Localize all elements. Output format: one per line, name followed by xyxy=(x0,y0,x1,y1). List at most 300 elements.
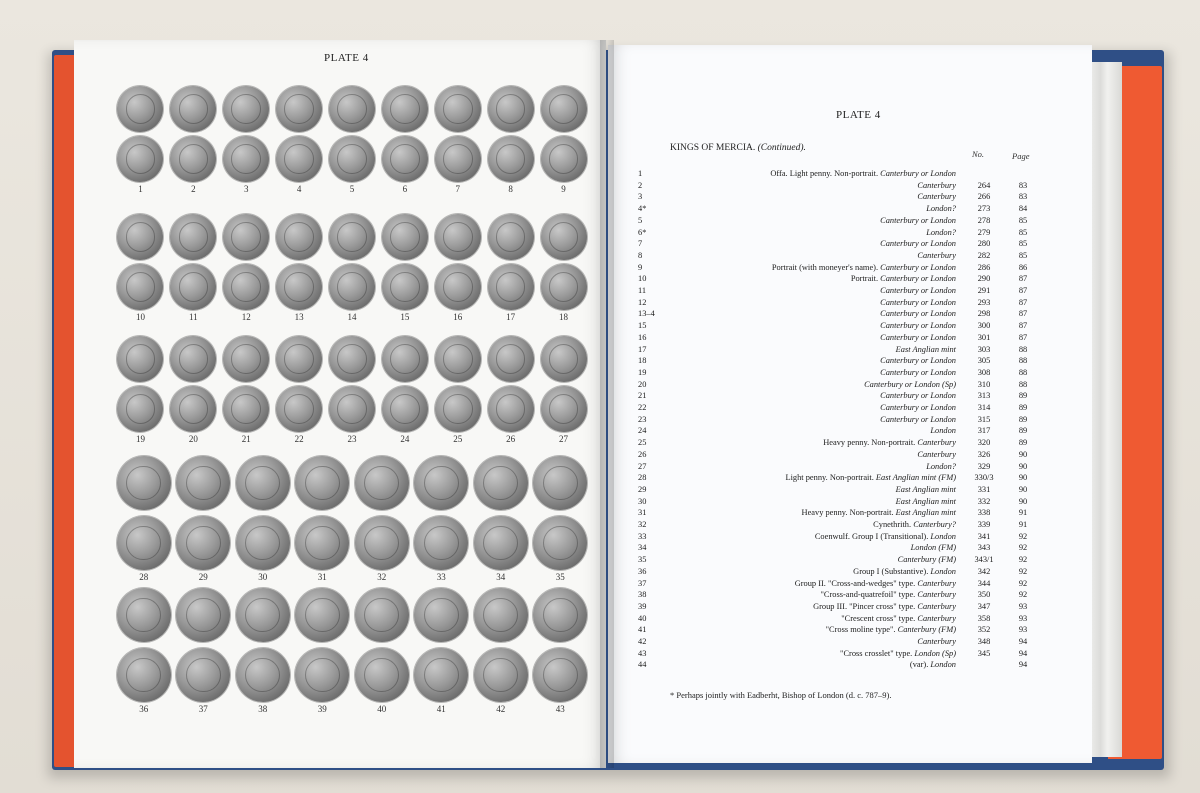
coin-obverse xyxy=(435,336,481,382)
coin-description xyxy=(813,602,956,611)
coin-number: 23 xyxy=(347,434,357,444)
coin-obverse xyxy=(474,588,528,642)
mint-text: Canterbury or London xyxy=(880,309,956,319)
coin-obverse xyxy=(295,588,349,642)
plate-number: 42 xyxy=(638,637,647,646)
coin-obverse xyxy=(295,456,349,510)
coin-description xyxy=(864,380,956,389)
coin-obverse xyxy=(329,86,375,132)
page-reference: 88 xyxy=(1018,356,1028,366)
page-reference: 94 xyxy=(1018,648,1028,658)
index-row xyxy=(608,333,1092,345)
coin-reverse xyxy=(541,386,587,432)
page-reference: 89 xyxy=(1018,403,1028,412)
catalogue-number: 348 xyxy=(977,637,991,646)
coin-description xyxy=(785,473,956,482)
plate-number: 16 xyxy=(638,332,647,342)
index-row xyxy=(608,286,1092,298)
mint-text: Canterbury or London xyxy=(880,356,956,366)
description-text: Group I (Substantive). xyxy=(853,566,929,576)
mint-text: Canterbury xyxy=(917,180,956,190)
page-reference: 94 xyxy=(1018,660,1028,670)
plate-number: 35 xyxy=(638,555,647,565)
catalogue-number: 330/3 xyxy=(974,473,994,483)
coin-number: 2 xyxy=(191,184,196,194)
mint-text: Canterbury xyxy=(917,590,956,600)
catalogue-number: 315 xyxy=(977,414,991,424)
coin-number: 21 xyxy=(241,434,251,444)
coin-number: 34 xyxy=(496,572,506,582)
section-heading xyxy=(670,143,806,153)
coin-reverse xyxy=(236,516,290,570)
coin-reverse xyxy=(295,648,349,702)
coin-description xyxy=(917,192,956,201)
mint-text: Canterbury or London xyxy=(880,297,956,307)
coin-description xyxy=(911,543,956,552)
plate-number: 15 xyxy=(638,321,647,331)
catalogue-number: 282 xyxy=(977,250,991,260)
description-text: "Crescent cross" type. xyxy=(841,613,916,623)
coin-description xyxy=(880,391,956,400)
coin-obverse xyxy=(276,214,322,260)
plate-number: 25 xyxy=(638,438,647,448)
mint-text: East Anglian mint xyxy=(895,496,956,506)
index-row xyxy=(608,497,1092,509)
coin-obverse xyxy=(236,588,290,642)
coin-reverse xyxy=(223,264,269,310)
coin-obverse xyxy=(382,214,428,260)
column-header-page: Page xyxy=(1012,151,1030,161)
coin-obverse xyxy=(329,336,375,382)
coin-description xyxy=(880,216,956,225)
coin-description xyxy=(880,333,956,342)
description-text: Heavy penny. Non-portrait. xyxy=(801,508,894,518)
catalogue-number: 326 xyxy=(977,449,991,459)
plate-number: 6* xyxy=(638,227,647,237)
mint-text: London xyxy=(930,660,956,670)
index-row xyxy=(608,321,1092,333)
coin-description xyxy=(917,251,956,260)
mint-text: Canterbury xyxy=(917,438,956,448)
index-row xyxy=(608,567,1092,579)
catalogue-number: 305 xyxy=(977,356,991,366)
plate-number: 37 xyxy=(638,578,647,588)
index-row xyxy=(608,625,1092,637)
page-reference: 90 xyxy=(1018,496,1028,506)
coin-reverse xyxy=(329,136,375,182)
mint-text: East Anglian mint xyxy=(895,344,956,354)
mint-text: London? xyxy=(926,204,956,214)
catalogue-number: 350 xyxy=(977,590,991,600)
index-row xyxy=(608,403,1092,415)
coin-obverse xyxy=(276,336,322,382)
index-row xyxy=(608,251,1092,263)
coin-number: 1 xyxy=(138,184,143,194)
plate-number: 26 xyxy=(638,449,647,459)
coin-reverse xyxy=(236,648,290,702)
page-reference: 90 xyxy=(1018,484,1028,494)
coin-reverse xyxy=(170,386,216,432)
catalogue-number: 317 xyxy=(977,426,991,436)
catalogue-number: 347 xyxy=(977,601,991,611)
plate-number: 40 xyxy=(638,613,647,623)
coin-obverse xyxy=(117,86,163,132)
plate-number: 1 xyxy=(638,169,643,178)
mint-text: London (Sp) xyxy=(914,648,956,658)
catalogue-number: 266 xyxy=(977,192,991,202)
coin-number: 25 xyxy=(453,434,463,444)
coin-reverse xyxy=(223,136,269,182)
coin-number: 38 xyxy=(258,704,268,714)
column-header-no: No. xyxy=(972,149,985,159)
coin-number: 10 xyxy=(135,312,145,322)
coin-description xyxy=(880,309,956,318)
coin-number: 27 xyxy=(559,434,569,444)
coin-number: 5 xyxy=(349,184,355,194)
mint-text: Canterbury or London xyxy=(880,169,956,178)
description-text: Group II. "Cross-and-wedges" type. xyxy=(794,578,916,588)
coin-number: 11 xyxy=(188,312,198,322)
coin-reverse xyxy=(382,136,428,182)
coin-number: 20 xyxy=(188,434,198,444)
page-reference: 92 xyxy=(1018,566,1028,576)
page-reference: 90 xyxy=(1018,449,1028,459)
page-reference: 92 xyxy=(1018,555,1028,565)
coin-obverse xyxy=(382,336,428,382)
page-reference: 89 xyxy=(1018,414,1028,424)
page-reference: 92 xyxy=(1018,578,1028,588)
catalogue-number: 343/1 xyxy=(974,555,994,565)
plate-number: 17 xyxy=(638,344,647,354)
plate-number: 9 xyxy=(638,262,643,272)
plate-number: 18 xyxy=(638,356,647,366)
plate-number: 24 xyxy=(638,426,647,436)
index-row xyxy=(608,508,1092,520)
coin-obverse xyxy=(170,214,216,260)
index-row xyxy=(608,555,1092,567)
right-page xyxy=(608,45,1092,763)
page-reference: 89 xyxy=(1018,438,1028,448)
coin-number: 42 xyxy=(496,704,506,714)
coin-description xyxy=(823,438,956,447)
plate-number: 5 xyxy=(638,215,643,225)
page-reference: 91 xyxy=(1018,520,1028,529)
coin-number: 12 xyxy=(241,312,251,322)
coin-reverse xyxy=(117,136,163,182)
index-row xyxy=(608,462,1092,474)
catalogue-number: 291 xyxy=(977,286,991,295)
coin-reverse xyxy=(295,516,349,570)
catalogue-number: 286 xyxy=(977,262,991,272)
catalogue-number: 280 xyxy=(977,239,991,249)
mint-text: Canterbury (FM) xyxy=(897,625,956,635)
section-heading-italic: (Continued). xyxy=(757,143,806,153)
coin-reverse xyxy=(488,386,534,432)
coin-reverse xyxy=(176,648,230,702)
book-gutter xyxy=(600,40,614,768)
coin-description xyxy=(917,637,956,646)
mint-text: Canterbury or London xyxy=(880,332,956,342)
page-reference: 89 xyxy=(1018,426,1028,436)
coin-reverse xyxy=(117,516,171,570)
catalogue-number: 293 xyxy=(977,297,991,307)
mint-text: Canterbury xyxy=(917,192,956,202)
page-reference: 90 xyxy=(1018,461,1028,471)
page-reference: 85 xyxy=(1018,227,1028,237)
index-row xyxy=(608,450,1092,462)
page-reference: 85 xyxy=(1018,215,1028,225)
left-page-title: PLATE 4 xyxy=(324,52,369,64)
coin-description xyxy=(926,228,956,237)
mint-text: London xyxy=(930,531,956,541)
mint-text: Canterbury (FM) xyxy=(897,555,956,565)
plate-number: 20 xyxy=(638,379,647,389)
catalogue-number: 313 xyxy=(977,391,991,401)
catalogue-number: 301 xyxy=(977,332,991,342)
catalogue-number: 338 xyxy=(977,508,991,518)
coin-number: 15 xyxy=(400,312,410,322)
page-reference: 83 xyxy=(1018,192,1028,202)
plate-number: 33 xyxy=(638,531,647,541)
description-text: Group III. "Pincer cross" type. xyxy=(813,601,916,611)
coin-obverse xyxy=(117,588,171,642)
mint-text: Canterbury xyxy=(917,578,956,588)
coin-reverse xyxy=(117,386,163,432)
coin-description xyxy=(772,263,956,272)
mint-text: Canterbury or London xyxy=(880,414,956,424)
index-row xyxy=(608,169,1092,181)
plate-number: 11 xyxy=(638,286,647,295)
index-row xyxy=(608,614,1092,626)
coin-number: 29 xyxy=(198,572,208,582)
coin-obverse xyxy=(488,86,534,132)
mint-text: London? xyxy=(926,461,956,471)
coin-reverse xyxy=(541,136,587,182)
page-reference: 94 xyxy=(1018,637,1028,646)
mint-text: Canterbury xyxy=(917,250,956,260)
index-row xyxy=(608,520,1092,532)
mint-text: Canterbury or London xyxy=(880,391,956,401)
coin-number: 6 xyxy=(402,184,408,194)
page-reference: 85 xyxy=(1018,239,1028,249)
coin-description xyxy=(880,356,956,365)
index-row xyxy=(608,579,1092,591)
mint-text: Canterbury or London xyxy=(880,286,956,295)
coin-obverse xyxy=(488,214,534,260)
coin-number: 31 xyxy=(317,572,327,582)
coin-description xyxy=(930,426,956,435)
coin-reverse xyxy=(382,386,428,432)
index-row xyxy=(608,181,1092,193)
index-row xyxy=(608,543,1092,555)
coin-description xyxy=(802,508,956,517)
catalogue-number: 344 xyxy=(977,578,991,588)
coin-reverse xyxy=(488,264,534,310)
description-text: (var). xyxy=(909,660,929,670)
coin-number: 41 xyxy=(436,704,446,714)
coin-number: 24 xyxy=(400,434,410,444)
coin-number: 26 xyxy=(506,434,516,444)
mint-text: East Anglian mint xyxy=(895,484,956,494)
page-reference: 83 xyxy=(1018,180,1028,190)
footnote: * Perhaps jointly with Eadberht, Bishop of London (d. c. 787–9). xyxy=(670,690,892,700)
index-row xyxy=(608,426,1092,438)
coin-obverse xyxy=(414,588,468,642)
mint-text: Canterbury or London xyxy=(880,367,956,377)
coin-obverse xyxy=(176,588,230,642)
coin-number: 19 xyxy=(135,434,145,444)
coin-description xyxy=(880,321,956,330)
mint-text: East Anglian mint (FM) xyxy=(875,473,956,483)
coin-reverse xyxy=(435,264,481,310)
coin-reverse xyxy=(170,136,216,182)
coin-obverse xyxy=(541,214,587,260)
index-row xyxy=(608,438,1092,450)
left-page xyxy=(74,40,606,768)
coin-reverse xyxy=(117,264,163,310)
description-text: "Cross crosslet" type. xyxy=(840,648,913,658)
coin-reverse xyxy=(117,648,171,702)
section-heading-main: KINGS OF MERCIA. xyxy=(670,143,756,153)
coin-obverse xyxy=(329,214,375,260)
catalogue-number: 308 xyxy=(977,367,991,377)
description-text: Cynethrith. xyxy=(873,520,912,529)
right-page-title: PLATE 4 xyxy=(836,109,881,121)
index-row xyxy=(608,192,1092,204)
index-row xyxy=(608,380,1092,392)
coin-description xyxy=(898,555,956,564)
description-text: Portrait. xyxy=(850,274,879,284)
coin-reverse xyxy=(541,264,587,310)
description-text: Offa. Light penny. Non-portrait. xyxy=(770,169,879,178)
catalogue-number: 314 xyxy=(977,403,991,412)
coin-number: 35 xyxy=(555,572,565,582)
page-reference: 93 xyxy=(1018,625,1028,635)
coin-reverse xyxy=(329,264,375,310)
plate-number: 39 xyxy=(638,601,647,611)
plate-number: 38 xyxy=(638,590,647,600)
mint-text: Canterbury or London xyxy=(880,403,956,412)
index-row xyxy=(608,473,1092,485)
coin-description xyxy=(873,520,956,529)
coin-number: 4 xyxy=(296,184,302,194)
coin-description xyxy=(917,181,956,190)
plate-number: 31 xyxy=(638,508,647,518)
coin-description xyxy=(840,649,956,658)
plate-number: 12 xyxy=(638,297,647,307)
catalogue-number: 352 xyxy=(977,625,991,635)
mint-text: Canterbury or London xyxy=(880,321,956,331)
plate-number: 28 xyxy=(638,473,647,483)
catalogue-number: 345 xyxy=(977,648,991,658)
coin-reverse xyxy=(329,386,375,432)
coin-number: 43 xyxy=(555,704,565,714)
page-reference: 93 xyxy=(1018,601,1028,611)
catalogue-number: 290 xyxy=(977,274,991,284)
catalogue-number: 329 xyxy=(977,461,991,471)
description-text: "Cross moline type". xyxy=(825,625,896,635)
coin-number: 37 xyxy=(198,704,208,714)
page-reference: 87 xyxy=(1018,274,1028,284)
coin-number: 8 xyxy=(508,184,513,194)
coin-number: 7 xyxy=(455,184,461,194)
catalogue-number: 343 xyxy=(977,543,991,553)
plate-number: 29 xyxy=(638,484,647,494)
mint-text: London? xyxy=(926,227,956,237)
coin-obverse xyxy=(414,456,468,510)
index-row xyxy=(608,274,1092,286)
coin-reverse xyxy=(355,648,409,702)
coin-reverse xyxy=(533,516,587,570)
mint-text: London (FM) xyxy=(910,543,956,553)
coin-obverse xyxy=(474,456,528,510)
coin-obverse xyxy=(355,588,409,642)
coin-reverse xyxy=(488,136,534,182)
plate-number: 21 xyxy=(638,391,647,401)
mint-text: Canterbury xyxy=(917,637,956,646)
plate-number: 10 xyxy=(638,274,647,284)
coin-description xyxy=(880,239,956,248)
coin-description xyxy=(826,625,956,634)
index-row xyxy=(608,637,1092,649)
index-row xyxy=(608,415,1092,427)
index-row xyxy=(608,649,1092,661)
index-row xyxy=(608,204,1092,216)
catalogue-number: 310 xyxy=(977,379,991,389)
plate-number: 22 xyxy=(638,403,647,412)
mint-text: Canterbury or London xyxy=(880,262,956,272)
catalogue-number: 342 xyxy=(977,566,991,576)
coin-number: 14 xyxy=(347,312,357,322)
index-row xyxy=(608,239,1092,251)
page-reference: 87 xyxy=(1018,321,1028,331)
coin-reverse xyxy=(170,264,216,310)
coin-obverse xyxy=(276,86,322,132)
page-reference: 91 xyxy=(1018,508,1028,518)
catalogue-number: 358 xyxy=(977,613,991,623)
coin-reverse xyxy=(414,516,468,570)
plate-number: 19 xyxy=(638,367,647,377)
page-reference: 90 xyxy=(1018,473,1028,483)
coin-description xyxy=(926,462,956,471)
coin-reverse xyxy=(382,264,428,310)
coin-number: 17 xyxy=(506,312,516,322)
coin-number: 22 xyxy=(294,434,304,444)
coin-description xyxy=(853,567,956,576)
coin-obverse xyxy=(117,214,163,260)
coin-description xyxy=(896,485,956,494)
plate-number: 4* xyxy=(638,204,647,214)
description-text: Coenwulf. Group I (Transitional). xyxy=(814,531,929,541)
coin-reverse xyxy=(176,516,230,570)
coin-reverse xyxy=(533,648,587,702)
coin-obverse xyxy=(533,588,587,642)
coin-description xyxy=(821,590,956,599)
coin-description xyxy=(851,274,956,283)
mint-text: London xyxy=(930,426,956,436)
page-reference: 88 xyxy=(1018,344,1028,354)
page-reference: 92 xyxy=(1018,590,1028,600)
plate-number: 13–4 xyxy=(638,309,655,319)
page-reference: 87 xyxy=(1018,309,1028,319)
index-row xyxy=(608,345,1092,357)
coin-obverse xyxy=(382,86,428,132)
coin-number: 13 xyxy=(294,312,304,322)
mint-text: Canterbury xyxy=(917,449,956,459)
catalogue-number: 298 xyxy=(977,309,991,319)
page-reference: 88 xyxy=(1018,379,1028,389)
catalogue-number: 303 xyxy=(977,344,991,354)
